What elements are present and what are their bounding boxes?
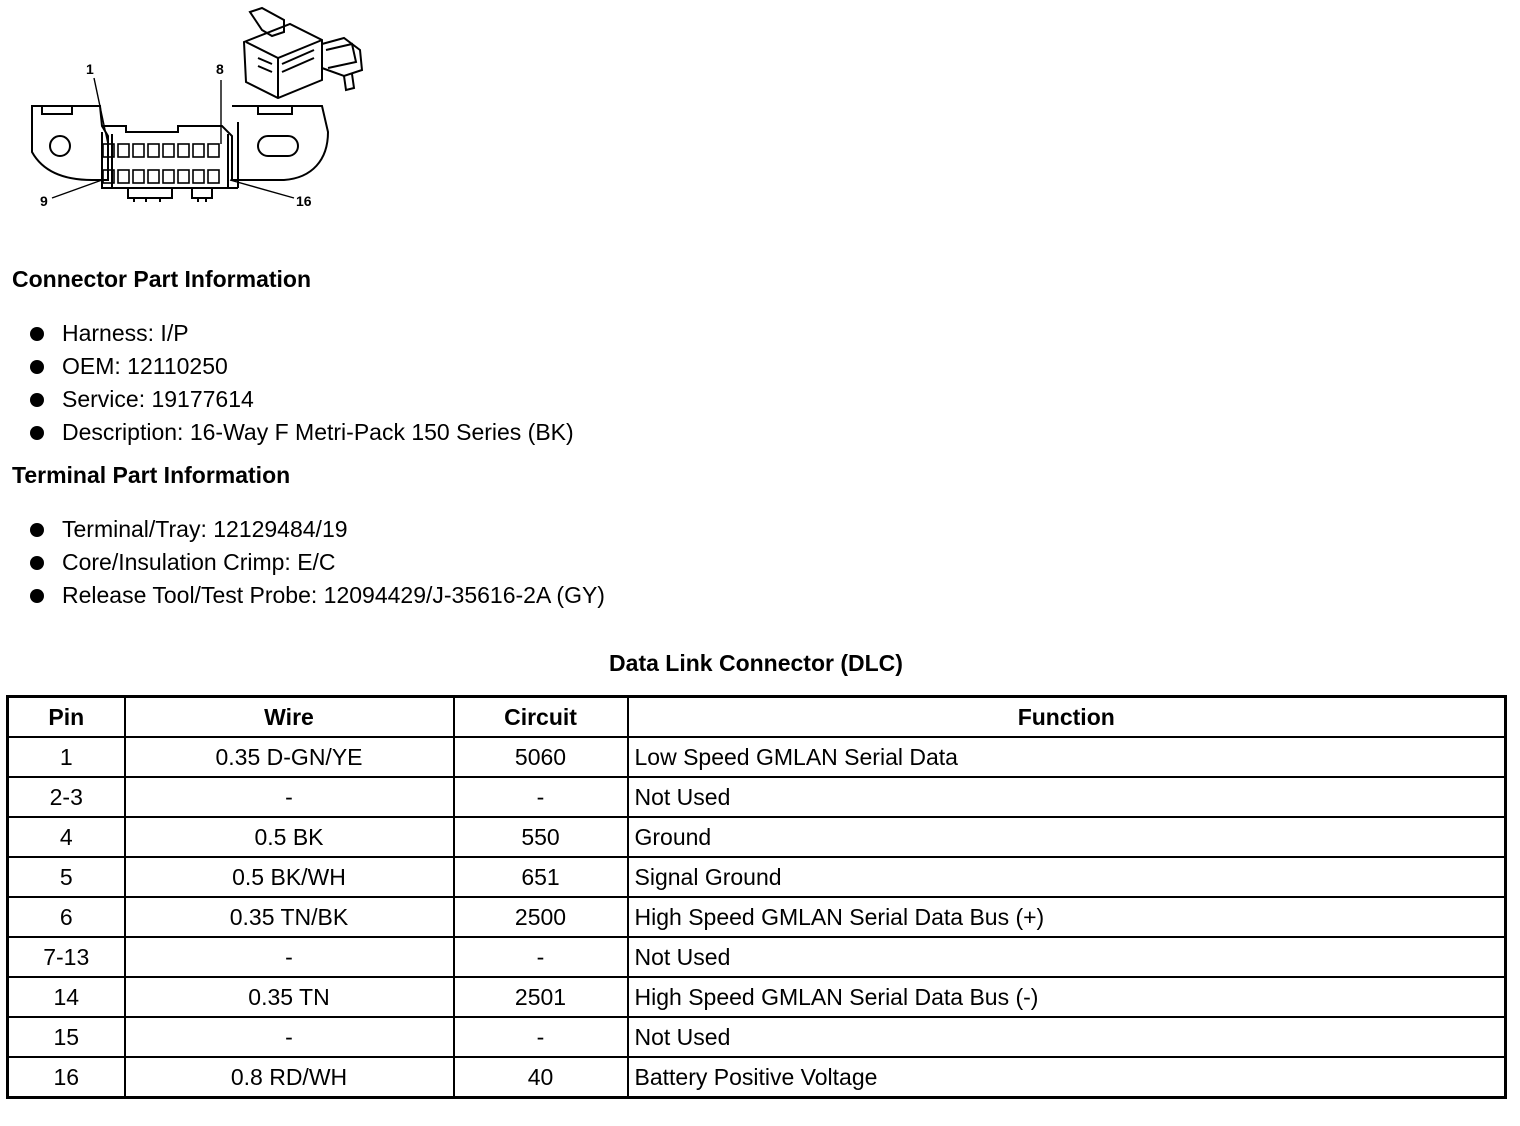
pin-label-1: 1 bbox=[86, 61, 94, 77]
bullet-icon bbox=[30, 556, 44, 570]
cell-pin: 7-13 bbox=[8, 937, 125, 977]
list-item: Release Tool/Test Probe: 12094429/J-35616-2A (GY) bbox=[30, 579, 605, 612]
cell-wire: 0.8 RD/WH bbox=[125, 1057, 454, 1098]
cell-function: Not Used bbox=[628, 777, 1506, 817]
cell-pin: 14 bbox=[8, 977, 125, 1017]
cell-pin: 4 bbox=[8, 817, 125, 857]
cell-circuit: 550 bbox=[454, 817, 628, 857]
cell-circuit: - bbox=[454, 777, 628, 817]
cell-pin: 15 bbox=[8, 1017, 125, 1057]
pin-label-16: 16 bbox=[296, 193, 312, 209]
cell-function: Ground bbox=[628, 817, 1506, 857]
table-row bbox=[8, 897, 1506, 937]
cell-circuit: 5060 bbox=[454, 737, 628, 777]
header-pin: Pin bbox=[8, 697, 125, 738]
bullet-icon bbox=[30, 523, 44, 537]
cell-wire: 0.35 D-GN/YE bbox=[125, 737, 454, 777]
cell-circuit: 651 bbox=[454, 857, 628, 897]
cell-wire: 0.5 BK/WH bbox=[125, 857, 454, 897]
header-function: Function bbox=[628, 697, 1506, 738]
cell-function: Signal Ground bbox=[628, 857, 1506, 897]
list-item: Harness: I/P bbox=[30, 317, 574, 350]
cell-circuit: - bbox=[454, 1017, 628, 1057]
table-row bbox=[8, 977, 1506, 1017]
cell-pin: 5 bbox=[8, 857, 125, 897]
pin-label-9: 9 bbox=[40, 193, 48, 209]
table-row bbox=[8, 857, 1506, 897]
header-wire: Wire bbox=[125, 697, 454, 738]
terminal-part-info-list bbox=[30, 513, 605, 612]
table-row bbox=[8, 1017, 1506, 1057]
table-row bbox=[8, 937, 1506, 977]
cell-pin: 6 bbox=[8, 897, 125, 937]
cell-function: Battery Positive Voltage bbox=[628, 1057, 1506, 1098]
cell-function: High Speed GMLAN Serial Data Bus (-) bbox=[628, 977, 1506, 1017]
cell-wire: - bbox=[125, 937, 454, 977]
cell-wire: 0.35 TN/BK bbox=[125, 897, 454, 937]
bullet-icon bbox=[30, 360, 44, 374]
cell-pin: 2-3 bbox=[8, 777, 125, 817]
connector-diagram bbox=[22, 2, 382, 216]
terminal-part-info-heading: Terminal Part Information bbox=[12, 462, 291, 488]
cell-circuit: 2501 bbox=[454, 977, 628, 1017]
cell-wire: - bbox=[125, 777, 454, 817]
bullet-icon bbox=[30, 426, 44, 440]
cell-pin: 1 bbox=[8, 737, 125, 777]
cell-circuit: - bbox=[454, 937, 628, 977]
list-item: Service: 19177614 bbox=[30, 383, 574, 416]
cell-function: Not Used bbox=[628, 1017, 1506, 1057]
list-item: Terminal/Tray: 12129484/19 bbox=[30, 513, 605, 546]
table-row bbox=[8, 777, 1506, 817]
pin-label-8: 8 bbox=[216, 61, 224, 77]
list-item: OEM: 12110250 bbox=[30, 350, 574, 383]
dlc-pinout-table bbox=[6, 695, 1507, 1099]
cell-circuit: 40 bbox=[454, 1057, 628, 1098]
cell-pin: 16 bbox=[8, 1057, 125, 1098]
table-row bbox=[8, 737, 1506, 777]
cell-function: Not Used bbox=[628, 937, 1506, 977]
bullet-icon bbox=[30, 327, 44, 341]
cell-wire: 0.5 BK bbox=[125, 817, 454, 857]
table-row bbox=[8, 817, 1506, 857]
bullet-icon bbox=[30, 589, 44, 603]
cell-wire: - bbox=[125, 1017, 454, 1057]
list-item: Description: 16-Way F Metri-Pack 150 Series (BK) bbox=[30, 416, 574, 449]
cell-function: Low Speed GMLAN Serial Data bbox=[628, 737, 1506, 777]
cell-wire: 0.35 TN bbox=[125, 977, 454, 1017]
table-row bbox=[8, 1057, 1506, 1098]
connector-part-info-list bbox=[30, 317, 574, 449]
connector-part-info-heading: Connector Part Information bbox=[12, 266, 312, 292]
cell-function: High Speed GMLAN Serial Data Bus (+) bbox=[628, 897, 1506, 937]
header-circuit: Circuit bbox=[454, 697, 628, 738]
cell-circuit: 2500 bbox=[454, 897, 628, 937]
bullet-icon bbox=[30, 393, 44, 407]
list-item: Core/Insulation Crimp: E/C bbox=[30, 546, 605, 579]
table-header-row bbox=[8, 697, 1506, 738]
table-title: Data Link Connector (DLC) bbox=[609, 650, 903, 676]
